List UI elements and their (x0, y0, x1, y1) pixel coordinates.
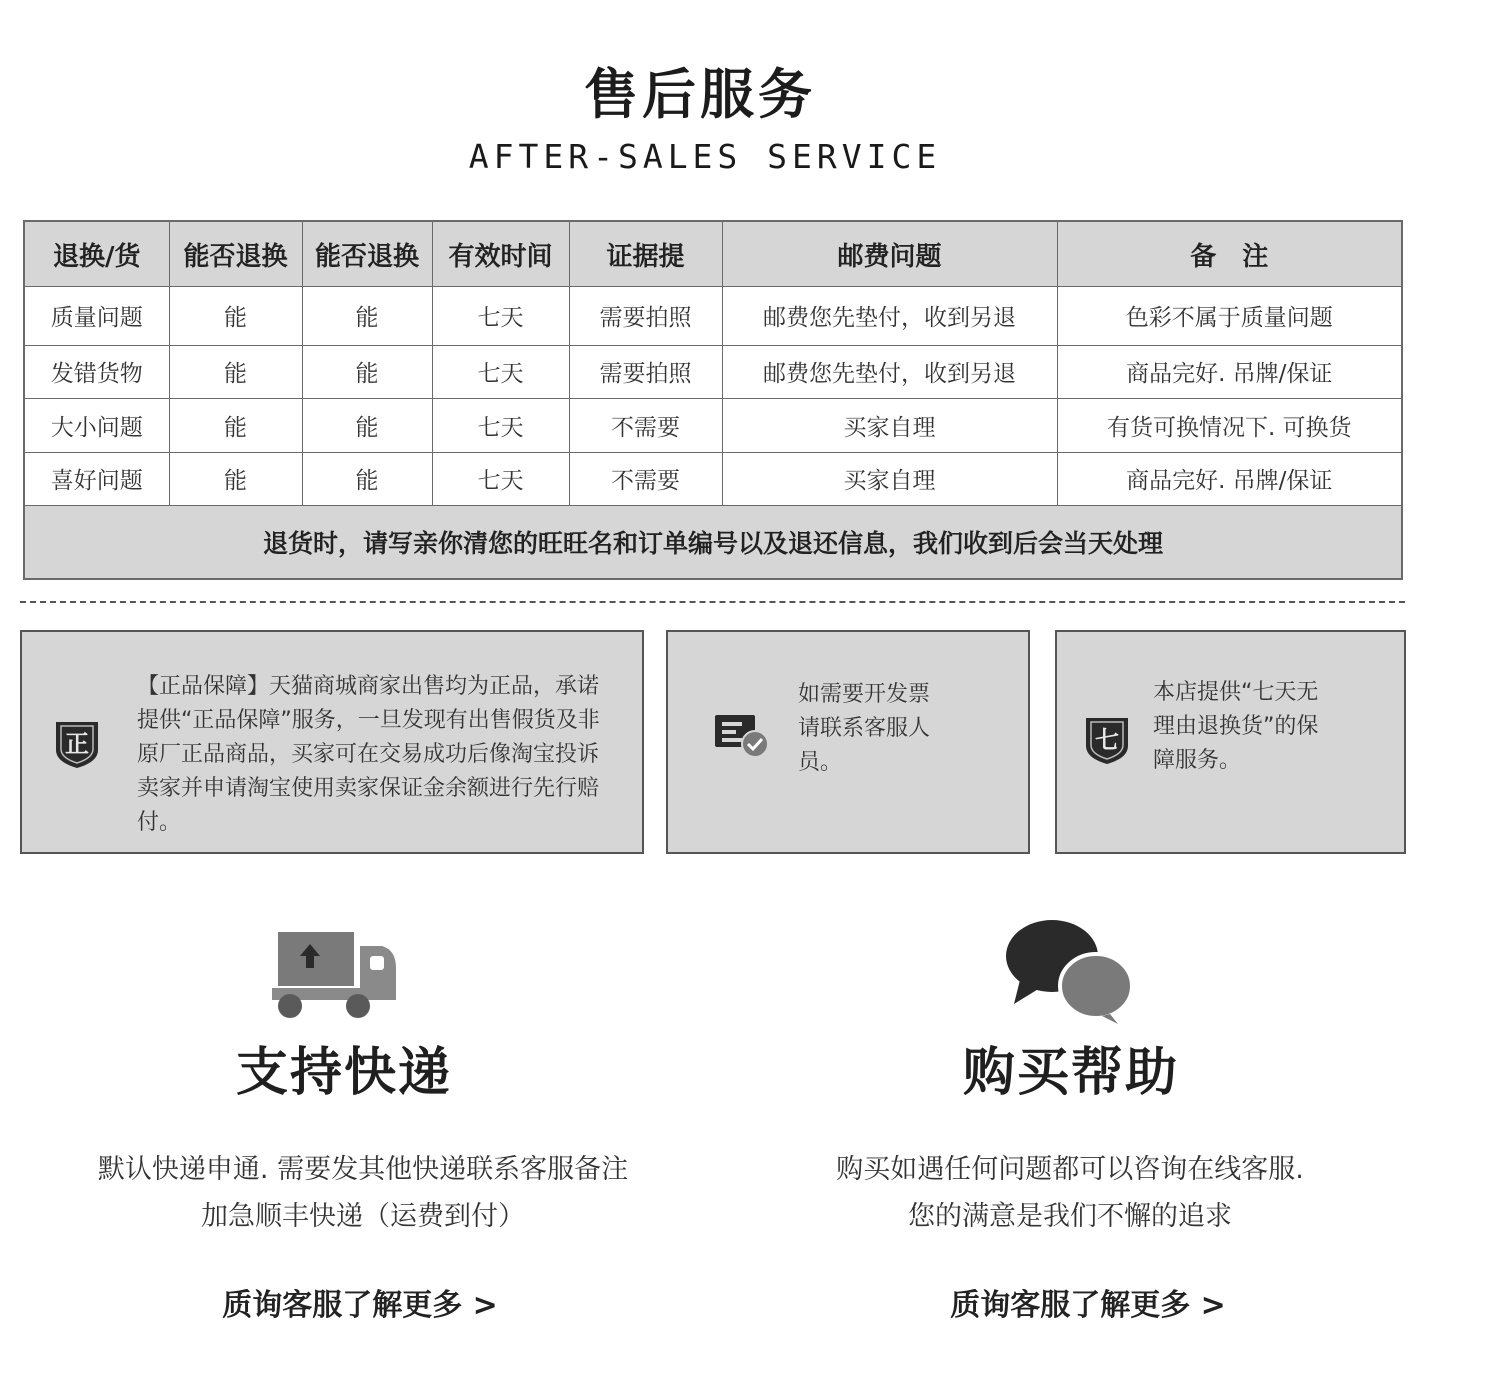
table-cell: 不需要 (569, 399, 722, 452)
chat-bubbles-icon (1004, 918, 1140, 1028)
shield-zheng-icon (53, 718, 101, 774)
card-invoice (666, 630, 1030, 854)
table-cell: 大小问题 (24, 399, 169, 452)
table-header-cell: 能否退换 (169, 221, 302, 287)
table-cell: 七天 (432, 452, 569, 505)
delivery-contact-link[interactable]: 质询客服了解更多 > (222, 1288, 498, 1323)
card-line: 【正品保障】天猫商城商家出售均为正品，承诺 (137, 674, 600, 699)
table-cell: 能 (302, 452, 432, 505)
table-cell: 不需要 (569, 452, 722, 505)
delivery-description (40, 1146, 686, 1240)
table-row (24, 399, 1402, 452)
card-genuine-guarantee (20, 630, 644, 854)
help-contact-link[interactable]: 质询客服了解更多 > (950, 1288, 1226, 1323)
delivery-desc-line: 加急顺丰快递（运费到付） (201, 1201, 525, 1232)
table-header-cell: 有效时间 (432, 221, 569, 287)
shield-qi-icon (1083, 714, 1131, 770)
page-subtitle: AFTER-SALES SERVICE (468, 137, 942, 176)
table-row (24, 345, 1402, 398)
help-desc-line: 您的满意是我们不懈的追求 (908, 1201, 1232, 1232)
table-cell: 邮费您先垫付，收到另退 (722, 287, 1057, 346)
card-text (798, 678, 1018, 780)
dashed-divider (20, 601, 1405, 603)
table-cell: 七天 (432, 345, 569, 398)
page-title: 售后服务 (584, 63, 816, 126)
help-description (770, 1146, 1370, 1240)
table-cell: 能 (169, 345, 302, 398)
card-text (1153, 676, 1393, 778)
card-line: 如需要开发票 (798, 682, 931, 707)
table-cell: 邮费您先垫付，收到另退 (722, 345, 1057, 398)
card-line: 提供“正品保障”服务，一旦发现有出售假货及非 (137, 708, 600, 733)
help-desc-line: 购买如遇任何问题都可以咨询在线客服. (836, 1154, 1304, 1185)
return-policy-table (23, 220, 1403, 580)
delivery-desc-line: 默认快递申通. 需要发其他快递联系客服备注 (97, 1154, 629, 1185)
card-line: 理由退换货”的保 (1153, 714, 1319, 739)
table-row (24, 452, 1402, 505)
table-cell: 色彩不属于质量问题 (1057, 287, 1402, 346)
delivery-title: 支持快递 (236, 1043, 453, 1103)
table-cell: 商品完好. 吊牌/保证 (1057, 452, 1402, 505)
table-cell: 需要拍照 (569, 345, 722, 398)
table-cell: 能 (302, 287, 432, 346)
table-header-cell: 邮费问题 (722, 221, 1057, 287)
help-title: 购买帮助 (963, 1043, 1180, 1103)
table-header-cell: 退换/货 (24, 221, 169, 287)
table-header-row (24, 221, 1402, 287)
card-line: 付。 (137, 810, 182, 835)
card-text (137, 670, 637, 840)
table-cell: 需要拍照 (569, 287, 722, 346)
table-row (24, 287, 1402, 346)
card-line: 请联系客服人 (798, 716, 931, 741)
card-line: 本店提供“七天无 (1153, 680, 1319, 705)
table-cell: 七天 (432, 399, 569, 452)
table-cell: 能 (169, 287, 302, 346)
svg-text:正: 正 (65, 730, 89, 758)
table-header-cell: 能否退换 (302, 221, 432, 287)
delivery-truck-icon (270, 928, 402, 1028)
card-line: 原厂正品商品，买家可在交易成功后像淘宝投诉 (137, 742, 600, 767)
table-cell: 质量问题 (24, 287, 169, 346)
table-cell: 能 (302, 345, 432, 398)
card-line: 卖家并申请淘宝使用卖家保证金余额进行先行赔 (137, 776, 600, 801)
table-cell: 买家自理 (722, 399, 1057, 452)
table-cell: 能 (302, 399, 432, 452)
table-cell: 能 (169, 452, 302, 505)
table-header-cell: 备 注 (1057, 221, 1402, 287)
card-seven-day-return (1055, 630, 1406, 854)
table-cell: 七天 (432, 287, 569, 346)
table-footer-row (24, 505, 1402, 579)
table-cell: 有货可换情况下. 可换货 (1057, 399, 1402, 452)
card-line: 障服务。 (1153, 748, 1242, 773)
table-cell: 发错货物 (24, 345, 169, 398)
table-cell: 买家自理 (722, 452, 1057, 505)
return-note: 退货时，请写亲你清您的旺旺名和订单编号以及退还信息，我们收到后会当天处理 (24, 505, 1402, 579)
table-cell: 能 (169, 399, 302, 452)
svg-text:七: 七 (1095, 726, 1119, 754)
invoice-check-icon (712, 710, 772, 766)
table-header-cell: 证据提 (569, 221, 722, 287)
table-cell: 喜好问题 (24, 452, 169, 505)
card-line: 员。 (798, 750, 843, 775)
table-cell: 商品完好. 吊牌/保证 (1057, 345, 1402, 398)
